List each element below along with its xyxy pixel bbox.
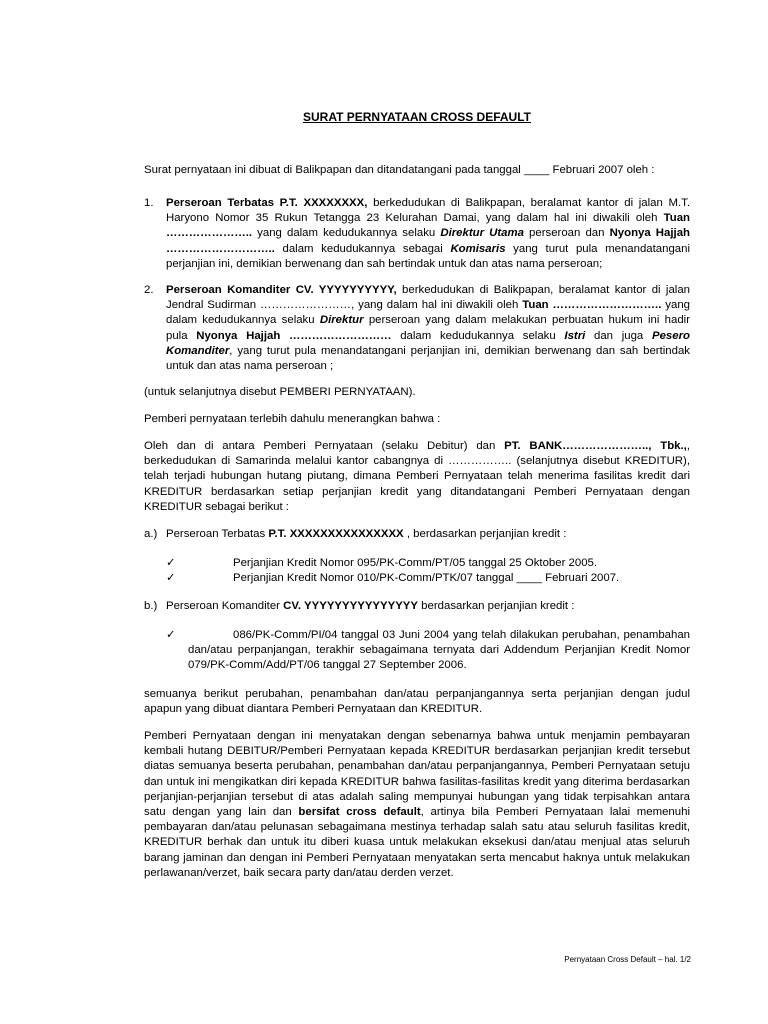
final-paragraph bbox=[144, 729, 690, 881]
item-b-label: b.) bbox=[144, 600, 158, 612]
item-b-text: Perseroan Komanditer bbox=[166, 600, 284, 612]
party-1-nyonya: Nyonya Hajjah ……………………….. bbox=[166, 227, 690, 255]
check-item bbox=[144, 571, 690, 586]
bank-name: PT. BANK………………….., Tbk., bbox=[504, 440, 687, 452]
check-item-text: 086/PK-Comm/PI/04 tanggal 03 Juni 2004 yang telah dilakukan perubahan, penambahan dan/atau perpanjangan, terakhir sebagaimana ternyata dari Addendum Perjanjian Kredit Nomor 079/PK-Comm/Add/PT/06 tanggal 27 September 2006. bbox=[188, 629, 690, 672]
item-b-name: CV. YYYYYYYYYYYYYYY bbox=[283, 600, 419, 612]
page-footer: Pernyataan Cross Default – hal. 1/2 bbox=[564, 955, 691, 964]
party-1-text: dalam kedudukannya sebagai bbox=[274, 242, 451, 255]
item-a-text: Perseroan Terbatas bbox=[166, 528, 269, 540]
party-1-number: 1. bbox=[144, 197, 154, 209]
party-1 bbox=[144, 196, 690, 272]
party-1-role: Komisaris bbox=[450, 242, 506, 255]
party-2-number: 2. bbox=[144, 284, 154, 296]
party-1-text: berkedudukan di Balikpapan, beralamat kantor di jalan M.T. Haryono Nomor 35 Rukun Tetangga 23 Kelurahan Damai, yang dalam hal ini diwakili oleh bbox=[166, 197, 690, 225]
terlebih-paragraph: Pemberi pernyataan terlebih dahulu menerangkan bahwa : bbox=[144, 413, 441, 425]
party-2-role: Pesero Komanditer bbox=[166, 329, 690, 357]
item-a bbox=[144, 527, 690, 542]
party-2-name: Perseroan Komanditer CV. YYYYYYYYYY, bbox=[166, 284, 397, 296]
check-icon: ✓ bbox=[166, 572, 176, 584]
item-a-text: , berdasarkan perjanjian kredit : bbox=[403, 528, 567, 540]
item-a-name: P.T. XXXXXXXXXXXXXXX bbox=[268, 528, 404, 540]
party-2-text: perseroan yang dalam melakukan perbuatan hukum ini hadir pula bbox=[166, 314, 690, 342]
semuanya-paragraph: semuanya berikut perubahan, penambahan dan/atau perpanjangannya serta perjanjian dengan judul apapun yang dibuat diantara Pemberi Pernyataan dan KREDITUR. bbox=[144, 688, 690, 716]
oleh-text: Oleh dan di antara Pemberi Pernyataan (selaku Debitur) dan bbox=[144, 440, 505, 452]
party-1-tuan: Tuan ………………….. bbox=[166, 212, 690, 240]
intro-paragraph: Surat pernyataan ini dibuat di Balikpapan dan ditandatangani pada tanggal ____ Februari 2007 oleh : bbox=[144, 164, 655, 176]
party-1-text: perseroan dan bbox=[523, 227, 610, 240]
oleh-paragraph bbox=[144, 439, 690, 515]
party-2-text: dalam kedudukannya selaku bbox=[391, 329, 565, 342]
party-1-role: Direktur Utama bbox=[440, 227, 524, 240]
cross-default-bold: bersifat cross default bbox=[298, 806, 421, 819]
party-2-role: Direktur bbox=[319, 314, 364, 327]
party-2 bbox=[144, 283, 690, 374]
party-2-nyonya: Nyonya Hajjah ……………………… bbox=[196, 329, 392, 342]
party-2-text: , yang turut pula menandatangani perjanjian ini, demikian berwenang dan sah bertindak untuk dan atas nama perseroan ; bbox=[166, 344, 690, 373]
check-item-text: Perjanjian Kredit Nomor 010/PK-Comm/PTK/07 tanggal ____ Februari 2007. bbox=[233, 572, 620, 584]
check-item-text: Perjanjian Kredit Nomor 095/PK-Comm/PT/05 tanggal 25 Oktober 2005. bbox=[233, 557, 598, 569]
check-item bbox=[144, 556, 690, 571]
document-title: SURAT PERNYATAAN CROSS DEFAULT bbox=[302, 110, 531, 124]
party-2-text: yang dalam kedudukannya selaku bbox=[166, 299, 691, 327]
party-1-name: Perseroan Terbatas P.T. XXXXXXXX, bbox=[166, 197, 368, 209]
check-item bbox=[144, 628, 690, 674]
check-icon: ✓ bbox=[166, 557, 176, 569]
party-2-tuan: Tuan ……………………….. bbox=[522, 299, 662, 312]
final-text: Pemberi Pernyataan dengan ini menyatakan dengan sebenarnya bahwa untuk menjamin pembayaran kembali hutang DEBITUR/Pemberi Pernyataan kepada KREDITUR berdasarkan perjanjian kredit tersebut diatas semuanya beserta perubahan, penambahan dan/atau perpanjangannya, Pemberi Pernyataan setuju dan untuk ini mengikatkan diri kepada KREDITUR bahwa fasilitas-fasilitas kredit yang diterima berdasarkan perjanjian-perjanjian tersebut di atas adalah saling mempunyai hubungan yang tidak terpisahkan antara satu dengan yang lain dan bbox=[144, 730, 690, 819]
final-text: , artinya bila Pemberi Pernyataan lalai memenuhi pembayaran dan/atau pelunasan sebagaimana mestinya terhadap salah satu atau seluruh fasilitas kredit, KREDITUR berhak dan untuk itu diberi kuasa untuk melakukan eksekusi dan/atau menjual atas seluruh barang jaminan dan dengan ini Pemberi Pernyataan menyatakan serta mencabut haknya untuk melakukan perlawanan/verzet, baik secara party dan/atau derden verzet. bbox=[144, 806, 690, 879]
selanjutnya-paragraph: (untuk selanjutnya disebut PEMBERI PERNYATAAN). bbox=[144, 386, 416, 398]
party-1-text: yang turut pula menandatangani perjanjian ini, demikian berwenang dan sah bertindak untuk dan atas nama perseroan; bbox=[166, 242, 691, 270]
item-b bbox=[144, 599, 690, 614]
check-icon: ✓ bbox=[166, 629, 176, 641]
item-b-text: berdasarkan perjanjian kredit : bbox=[418, 600, 575, 612]
party-2-text: dan juga bbox=[585, 329, 652, 342]
party-2-text: berkedudukan di Balikpapan, beralamat kantor di jalan Jendral Sudirman ……………………, yang dalam hal ini diwakili oleh bbox=[166, 284, 690, 312]
item-a-label: a.) bbox=[144, 528, 158, 540]
party-2-role: Istri bbox=[564, 329, 586, 342]
oleh-text: , berkedudukan di Samarinda melalui kantor cabangnya di …………….. (selanjutnya disebut KREDITUR), telah terjadi hubungan hutang piutang, dimana Pemberi Pernyataan telah menerima fasilitas kredit dari KREDITUR berdasarkan setiap perjanjian kredit yang ditandatangani Pemberi Pernyataan dengan KREDITUR sebagai berikut : bbox=[144, 440, 690, 513]
party-1-text: yang dalam kedudukannya selaku bbox=[252, 227, 441, 240]
